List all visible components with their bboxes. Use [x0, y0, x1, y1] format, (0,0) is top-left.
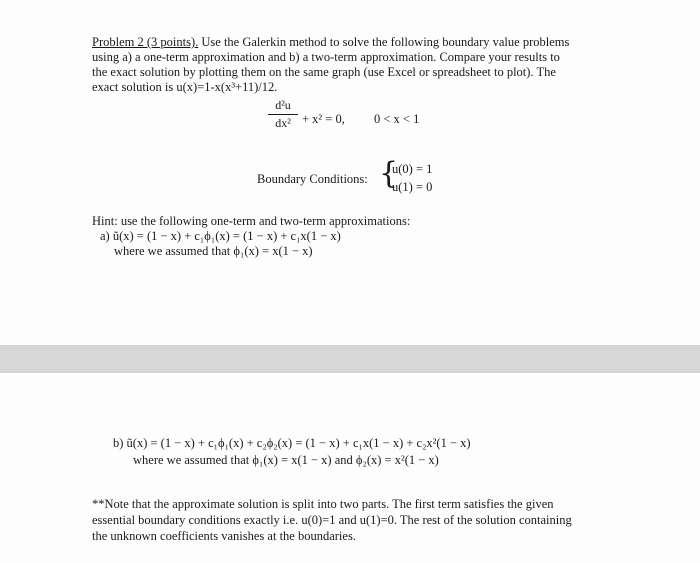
boundary-condition-2: u(1) = 0: [392, 180, 433, 194]
problem-line-3: the exact solution by plotting them on the same graph (use Excel or spreadsheet to plot). The: [92, 65, 556, 79]
note-line-2: essential boundary conditions exactly i.e. u(0)=1 and u(1)=0. The rest of the solution containing: [92, 513, 572, 527]
problem-line-2: using a) a one-term approximation and b) a two-term approximation. Compare your results to: [92, 50, 560, 64]
brace-symbol: {: [379, 156, 399, 191]
fraction-numerator: d²u: [275, 98, 291, 112]
problem-line-1: [92, 35, 569, 49]
boundary-condition-1: u(0) = 1: [392, 162, 433, 176]
note-line-3: the unknown coefficients vanishes at the boundaries.: [92, 529, 356, 543]
boundary-label: Boundary Conditions:: [257, 172, 368, 186]
equation-domain: 0 < x < 1: [374, 112, 420, 126]
document-page-bottom: [0, 373, 700, 563]
page-divider: [0, 345, 700, 373]
part-b-line: b) ũ(x) = (1 − x) + c₁ϕ₁(x) + c₂ϕ₂(x) = (1 − x) + c₁x(1 − x) + c₂x²(1 − x): [113, 436, 471, 450]
fraction-bar: [268, 114, 298, 115]
equation-rest: + x² = 0,: [302, 112, 345, 126]
derivative-fraction: [268, 98, 298, 131]
part-b-where: where we assumed that ϕ₁(x) = x(1 − x) and ϕ₂(x) = x²(1 − x): [133, 453, 439, 467]
fraction-denominator: dx²: [275, 116, 291, 130]
exact-solution-line: exact solution is u(x)=1-x(x³+11)/12.: [92, 80, 278, 94]
problem-heading: Problem 2 (3 points).: [92, 35, 199, 49]
problem-intro: Use the Galerkin method to solve the following boundary value problems: [201, 35, 570, 49]
hint-part-a: a) ũ(x) = (1 − x) + c₁ϕ₁(x) = (1 − x) + c₁x(1 − x): [100, 229, 341, 243]
hint-part-a-where: where we assumed that ϕ₁(x) = x(1 − x): [114, 244, 313, 258]
hint-line: Hint: use the following one-term and two-term approximations:: [92, 214, 411, 228]
note-line-1: **Note that the approximate solution is split into two parts. The first term satisfies the given: [92, 497, 554, 511]
